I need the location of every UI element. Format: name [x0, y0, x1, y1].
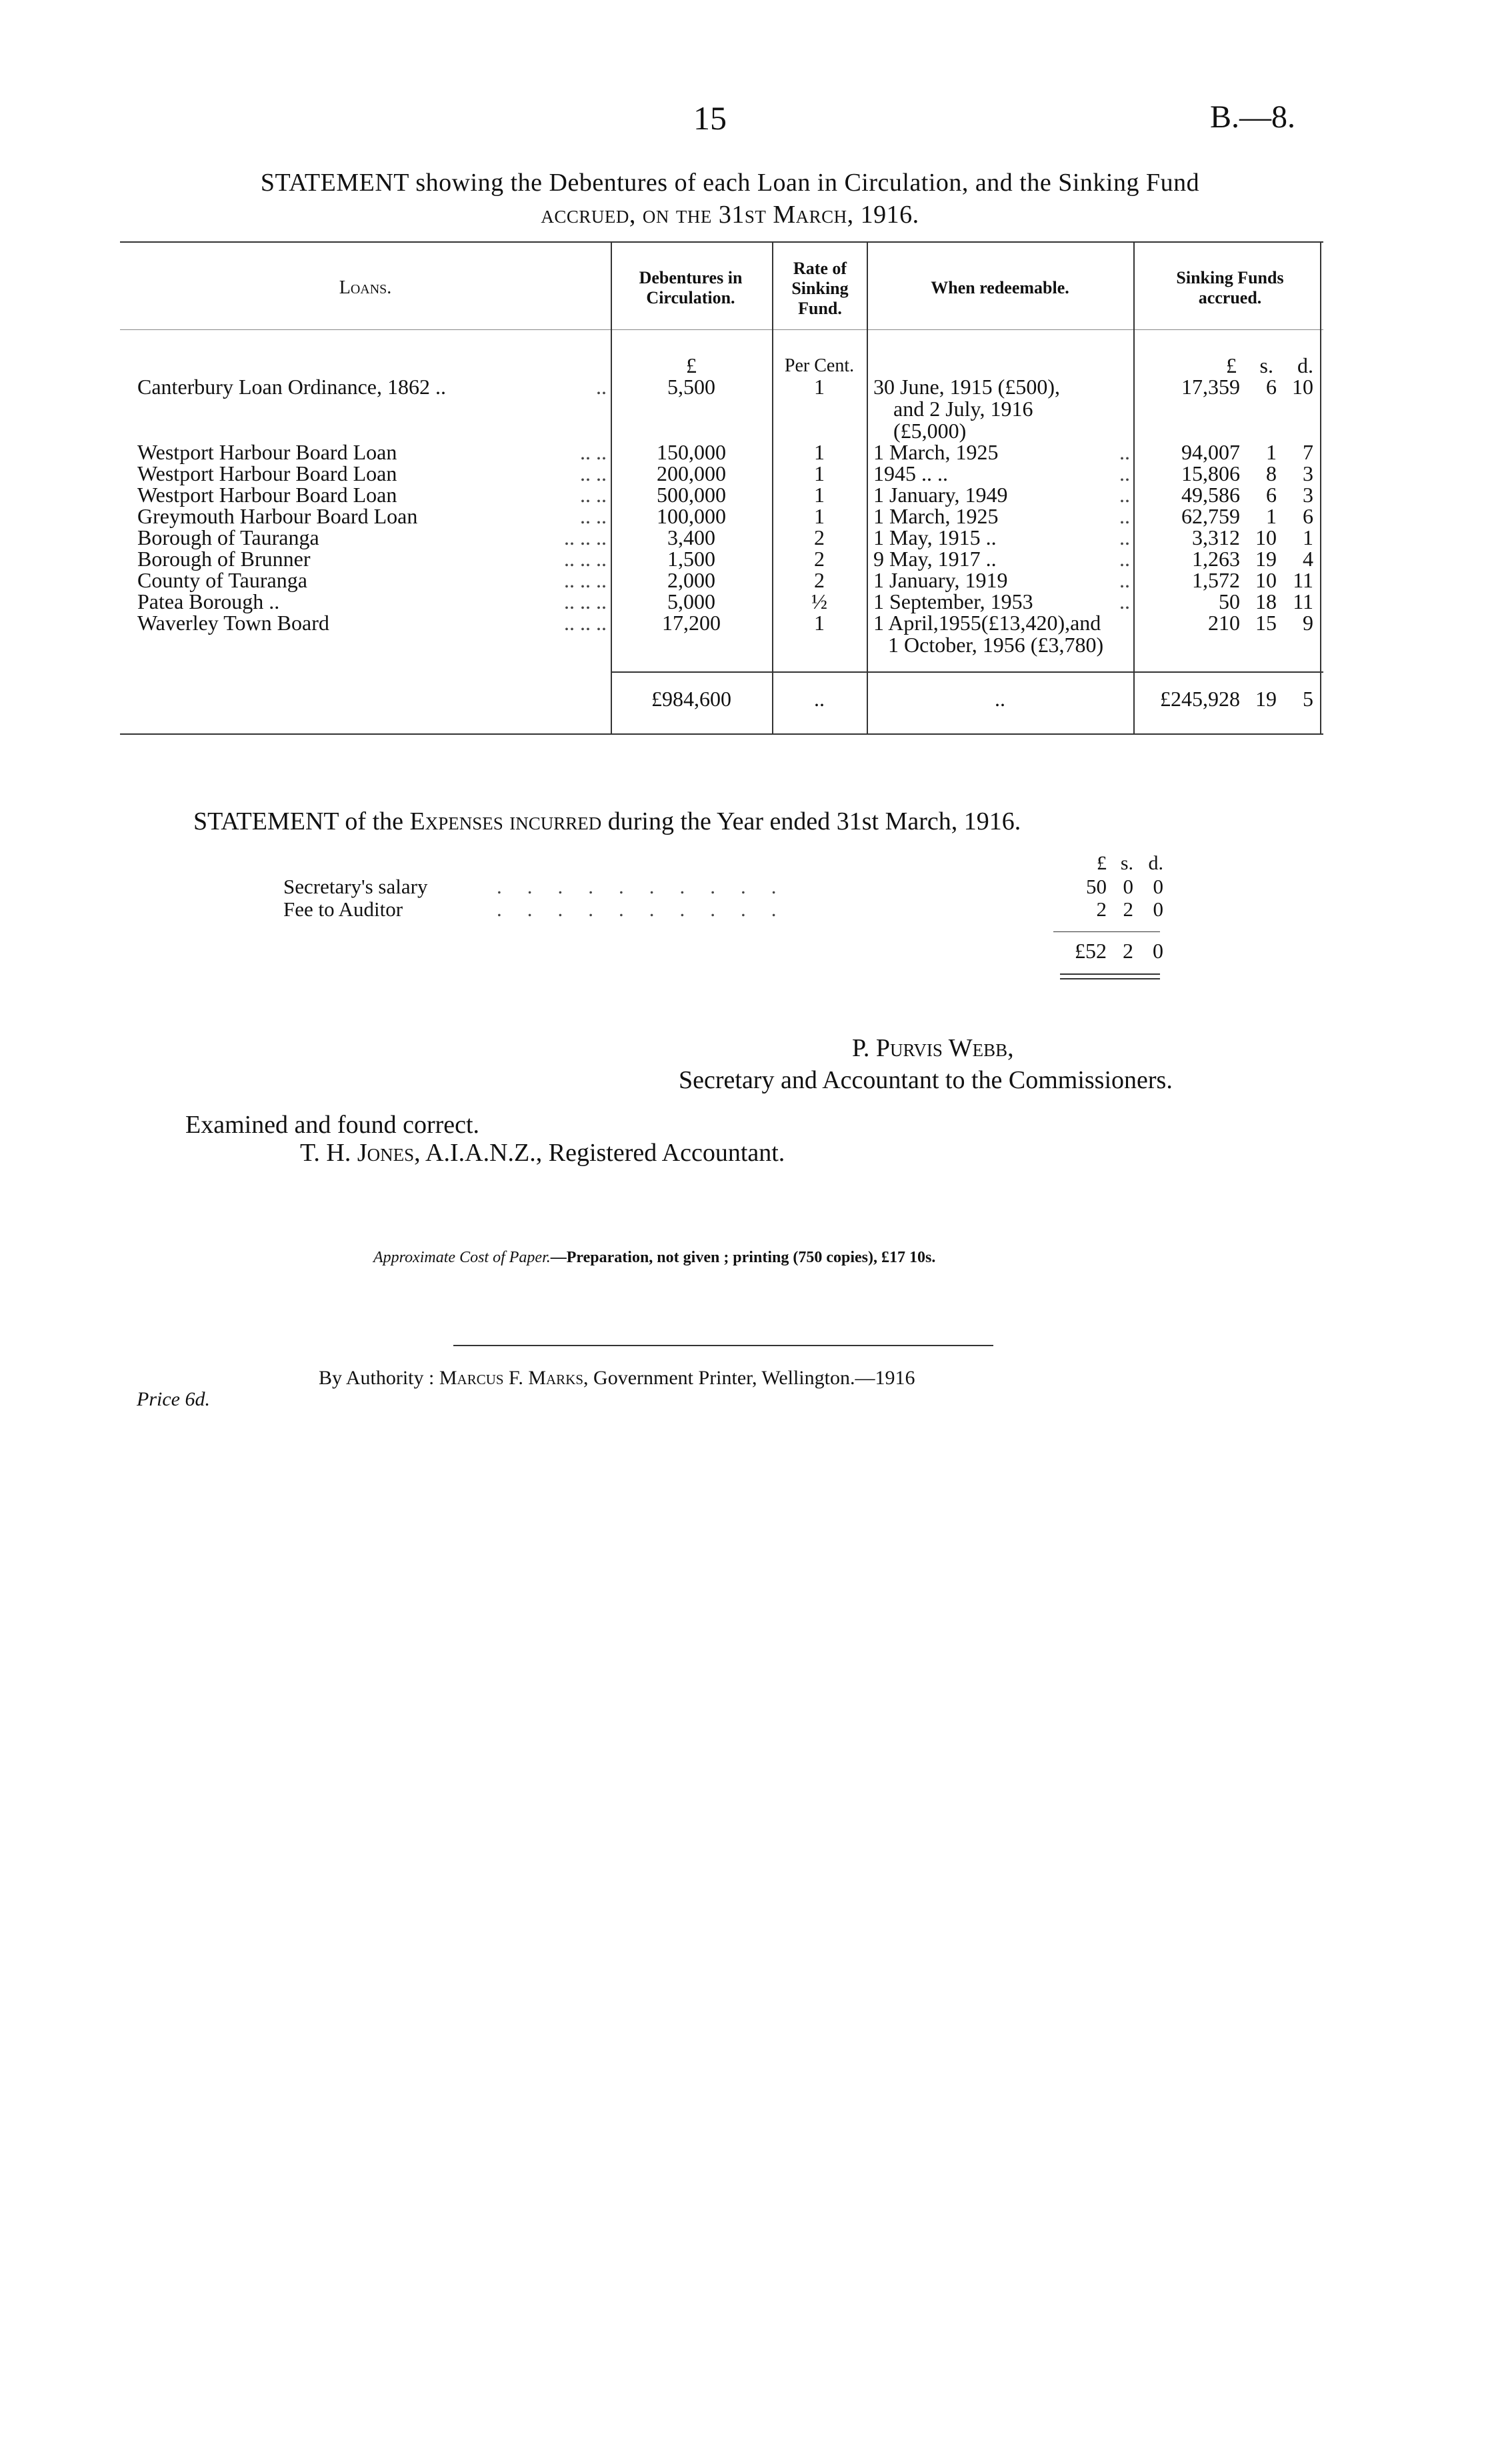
funds-shillings: 1 — [1266, 440, 1277, 464]
document-reference: B.—8. — [1210, 99, 1296, 135]
funds-shillings: 6 — [1266, 375, 1277, 399]
debentures-amount: 3,400 — [667, 525, 715, 549]
sinking-rate: 1 — [814, 440, 825, 464]
exp-total-shillings: 2 — [1123, 939, 1133, 963]
funds-pounds: 210 — [1208, 611, 1240, 635]
redeemable-leader: .. — [1119, 568, 1130, 592]
funds-pence: 3 — [1303, 461, 1313, 485]
redeemable-line: 1 March, 1925 — [873, 504, 999, 528]
funds-pounds: 1,263 — [1192, 547, 1240, 571]
col-header-debentures: Debentures in Circulation. — [639, 268, 743, 307]
debentures-amount: 17,200 — [662, 611, 721, 635]
expense-leader: .......... — [497, 897, 802, 921]
sinking-rate: 2 — [814, 547, 825, 571]
expense-pence: 0 — [1153, 897, 1163, 921]
exp-double-rule-1 — [1060, 973, 1160, 975]
secretary-name: P. Purvis Webb, — [852, 1034, 1014, 1062]
imprint — [319, 1367, 915, 1390]
loan-name: Westport Harbour Board Loan — [137, 461, 397, 485]
exp-double-rule-2 — [1060, 978, 1160, 979]
page-number: 15 — [693, 99, 727, 137]
expense-pounds: 2 — [1096, 897, 1107, 921]
col-header-redeemable: When redeemable. — [931, 278, 1069, 297]
total-debentures: £984,600 — [651, 687, 731, 711]
redeemable-line: 30 June, 1915 (£500), — [873, 375, 1060, 399]
funds-pence: 9 — [1303, 611, 1313, 635]
redeemable-line: 1 January, 1949 — [873, 483, 1008, 507]
exp-total-pounds: £52 — [1075, 939, 1107, 963]
funds-pence: 4 — [1303, 547, 1313, 571]
total-redeemable: .. — [995, 687, 1005, 711]
expenses-heading — [193, 807, 1021, 836]
totals-rule — [611, 671, 1323, 673]
cost-note-italic: Approximate Cost of Paper. — [373, 1249, 551, 1266]
debentures-amount: 5,500 — [667, 375, 715, 399]
loan-name: Westport Harbour Board Loan — [137, 440, 397, 464]
audit-line1: Examined and found correct. — [185, 1111, 480, 1139]
debentures-amount: 500,000 — [657, 483, 726, 507]
auditor-name: T. H. Jones — [300, 1139, 415, 1167]
expense-shillings: 2 — [1123, 897, 1133, 921]
funds-pounds: 17,359 — [1181, 375, 1240, 399]
expense-shillings: 0 — [1123, 875, 1133, 898]
loan-leader: .. .. .. — [564, 611, 607, 635]
funds-shillings: 1 — [1266, 504, 1277, 528]
exp-unit-shillings: s. — [1120, 852, 1133, 874]
loan-name: County of Tauranga — [137, 568, 307, 592]
loan-leader: .. .. — [580, 440, 607, 464]
exp-unit-pounds: £ — [1097, 852, 1107, 874]
loan-name: Greymouth Harbour Board Loan — [137, 504, 418, 528]
sinking-rate: 2 — [814, 568, 825, 592]
cost-note — [373, 1249, 935, 1267]
expenses-heading-post: during the Year ended 31st March, 1916. — [601, 807, 1021, 835]
debentures-amount: 2,000 — [667, 568, 715, 592]
redeemable-line: (£5,000) — [893, 419, 967, 443]
funds-pounds: 50 — [1219, 589, 1240, 613]
funds-pence: 1 — [1303, 525, 1313, 549]
debentures-amount: 150,000 — [657, 440, 726, 464]
imprint-rule — [453, 1345, 993, 1346]
loan-name: Canterbury Loan Ordinance, 1862 .. — [137, 375, 446, 399]
exp-total-pence: 0 — [1153, 939, 1163, 963]
expense-pence: 0 — [1153, 875, 1163, 898]
sinking-rate: 2 — [814, 525, 825, 549]
redeemable-leader: .. — [1119, 483, 1130, 507]
funds-pence: 11 — [1293, 568, 1313, 592]
header-rule — [120, 329, 1323, 330]
funds-shillings: 6 — [1266, 483, 1277, 507]
redeemable-line: 1 January, 1919 — [873, 568, 1008, 592]
expenses-heading-pre: STATEMENT of the — [193, 807, 410, 835]
funds-shillings: 18 — [1255, 589, 1277, 613]
loan-leader: .. .. — [580, 504, 607, 528]
loan-leader: .. .. .. — [564, 525, 607, 549]
debentures-amount: 200,000 — [657, 461, 726, 485]
sinking-rate: 1 — [814, 461, 825, 485]
funds-pence: 11 — [1293, 589, 1313, 613]
redeemable-line: 1 May, 1915 .. — [873, 525, 997, 549]
unit-pence: d. — [1297, 353, 1313, 377]
table-bottom-rule — [120, 733, 1323, 735]
total-pounds: £245,928 — [1160, 687, 1240, 711]
cost-note-rest: —Preparation, not given ; printing (750 copies), £17 10s. — [550, 1249, 936, 1266]
debentures-amount: 100,000 — [657, 504, 726, 528]
loan-leader: .. .. — [580, 461, 607, 485]
debentures-heading-line2: accrued, on the 31st March, 1916. — [541, 201, 919, 229]
sinking-rate: 1 — [814, 611, 825, 635]
loan-leader: .. .. .. — [564, 547, 607, 571]
debentures-heading-line1: STATEMENT showing the Debentures of each Loan in Circulation, and the Sinking Fund — [260, 169, 1200, 197]
debentures-amount: 1,500 — [667, 547, 715, 571]
sinking-rate: 1 — [814, 504, 825, 528]
col-header-rate: Rate of Sinking Fund. — [791, 259, 849, 318]
funds-pence: 10 — [1292, 375, 1313, 399]
total-shillings: 19 — [1255, 687, 1277, 711]
expenses-heading-sc: Expenses incurred — [409, 807, 602, 835]
unit-debentures: £ — [686, 353, 697, 377]
col-divider-5 — [1320, 241, 1321, 735]
funds-pounds: 94,007 — [1181, 440, 1240, 464]
audit-line2 — [300, 1138, 785, 1167]
funds-pence: 3 — [1303, 483, 1313, 507]
exp-unit-pence: d. — [1148, 852, 1163, 874]
debentures-table — [120, 241, 1323, 735]
expense-pounds: 50 — [1086, 875, 1107, 898]
funds-shillings: 10 — [1255, 525, 1277, 549]
price: Price 6d. — [137, 1388, 210, 1410]
redeemable-leader: .. — [1119, 461, 1130, 485]
loan-leader: .. — [596, 375, 607, 399]
expense-label: Fee to Auditor — [283, 897, 403, 921]
funds-pence: 6 — [1303, 504, 1313, 528]
redeemable-line: and 2 July, 1916 — [893, 397, 1033, 421]
loan-leader: .. .. .. — [564, 589, 607, 613]
redeemable-line: 1 March, 1925 — [873, 440, 999, 464]
total-rate: .. — [814, 687, 825, 711]
loan-leader: .. .. .. — [564, 568, 607, 592]
debentures-amount: 5,000 — [667, 589, 715, 613]
funds-shillings: 15 — [1255, 611, 1277, 635]
funds-shillings: 19 — [1255, 547, 1277, 571]
redeemable-leader: .. — [1119, 547, 1130, 571]
imprint-printer: Marcus F. Marks — [439, 1367, 584, 1389]
imprint-post: , Government Printer, Wellington.—1916 — [583, 1367, 915, 1389]
exp-total-rule — [1053, 931, 1160, 932]
auditor-credentials: , A.I.A.N.Z., Registered Accountant. — [414, 1139, 785, 1167]
funds-pounds: 62,759 — [1181, 504, 1240, 528]
redeemable-line: 1 April,1955(£13,420),and — [873, 611, 1101, 635]
redeemable-leader: .. — [1119, 504, 1130, 528]
redeemable-line: 1945 .. .. — [873, 461, 948, 485]
imprint-pre: By Authority : — [319, 1367, 439, 1389]
unit-pounds: £ — [1226, 353, 1237, 377]
funds-shillings: 10 — [1255, 568, 1277, 592]
total-pence: 5 — [1303, 687, 1313, 711]
redeemable-line: 1 September, 1953 — [873, 589, 1033, 613]
redeemable-line: 9 May, 1917 .. — [873, 547, 997, 571]
expense-leader: .......... — [497, 875, 802, 898]
col-header-loans: Loans. — [339, 277, 392, 298]
funds-pounds: 49,586 — [1181, 483, 1240, 507]
loan-name: Borough of Tauranga — [137, 525, 319, 549]
expense-label: Secretary's salary — [283, 875, 428, 898]
secretary-title: Secretary and Accountant to the Commissioners. — [679, 1066, 1173, 1094]
redeemable-leader: .. — [1119, 589, 1130, 613]
funds-pounds: 1,572 — [1192, 568, 1240, 592]
funds-pounds: 3,312 — [1192, 525, 1240, 549]
loan-name: Westport Harbour Board Loan — [137, 483, 397, 507]
col-divider-3 — [867, 241, 868, 735]
funds-pence: 7 — [1303, 440, 1313, 464]
loan-name: Borough of Brunner — [137, 547, 311, 571]
loan-leader: .. .. — [580, 483, 607, 507]
funds-pounds: 15,806 — [1181, 461, 1240, 485]
sinking-rate: ½ — [811, 589, 827, 613]
col-header-funds: Sinking Funds accrued. — [1176, 268, 1284, 307]
loan-name: Patea Borough .. — [137, 589, 280, 613]
unit-shillings: s. — [1259, 353, 1273, 377]
funds-shillings: 8 — [1266, 461, 1277, 485]
table-top-rule — [120, 241, 1323, 243]
redeemable-leader: .. — [1119, 525, 1130, 549]
redeemable-line: 1 October, 1956 (£3,780) — [888, 633, 1104, 657]
unit-rate: Per Cent. — [784, 355, 855, 376]
sinking-rate: 1 — [814, 483, 825, 507]
loan-name: Waverley Town Board — [137, 611, 329, 635]
redeemable-leader: .. — [1119, 440, 1130, 464]
sinking-rate: 1 — [814, 375, 825, 399]
